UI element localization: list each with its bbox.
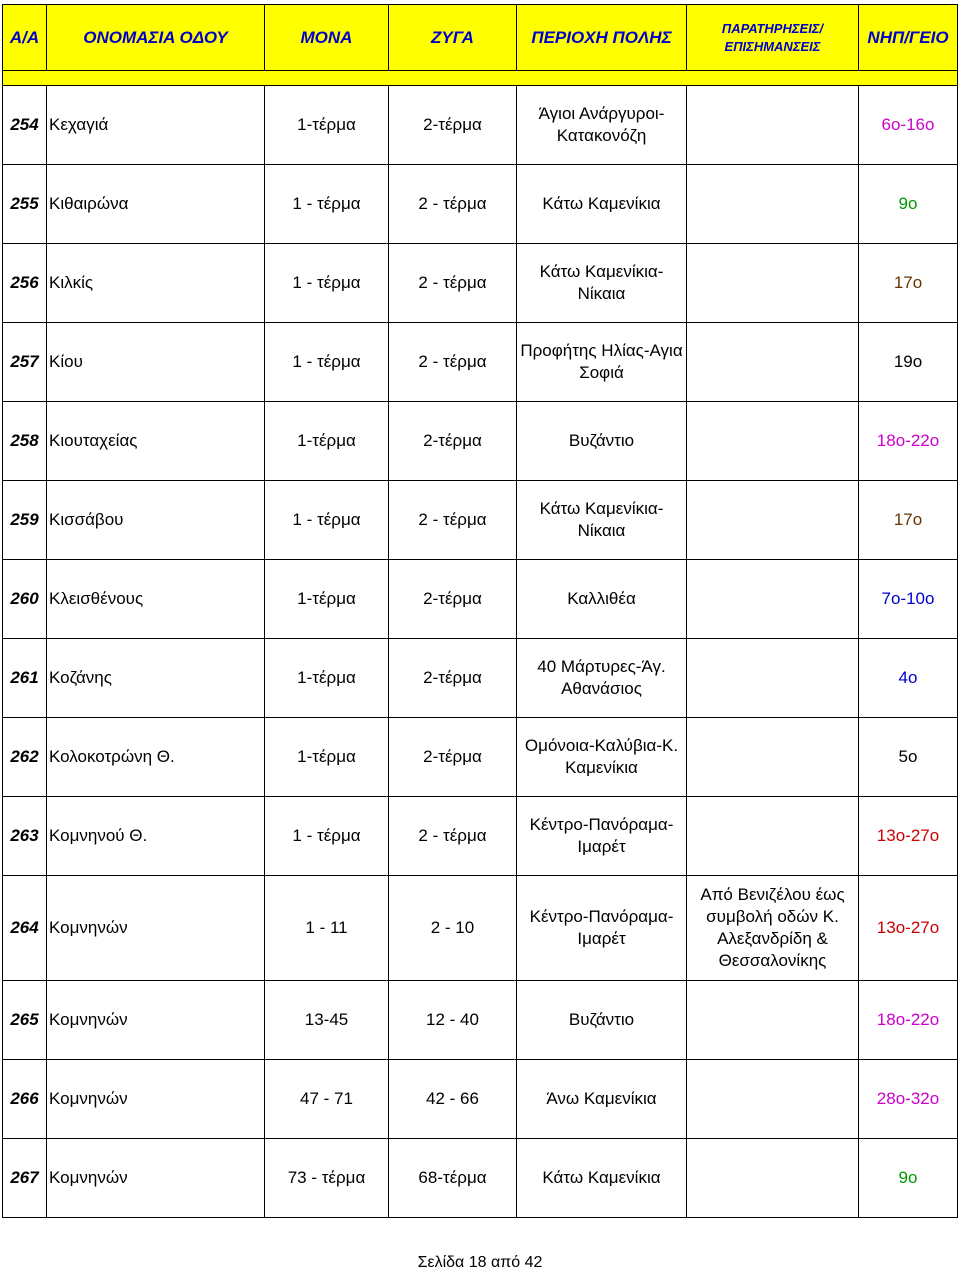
city-area: Άνω Καμενίκια — [517, 1060, 687, 1139]
table-row — [3, 560, 958, 639]
city-area: Καλλιθέα — [517, 560, 687, 639]
table-row — [3, 797, 958, 876]
notes-cell — [687, 718, 859, 797]
street-name: Κομνηνών — [47, 1060, 265, 1139]
odd-range: 1 - τέρμα — [265, 165, 389, 244]
notes-cell — [687, 86, 859, 165]
page-footer: Σελίδα 18 από 42 — [417, 1254, 543, 1271]
odd-range: 73 - τέρμα — [265, 1139, 389, 1218]
table-row — [3, 165, 958, 244]
streets-table — [2, 4, 958, 1218]
odd-range: 13-45 — [265, 981, 389, 1060]
header-spacer — [3, 71, 958, 86]
odd-range: 1-τέρμα — [265, 402, 389, 481]
table-row — [3, 86, 958, 165]
notes-cell — [687, 165, 859, 244]
table-row — [3, 481, 958, 560]
school-cell: 17ο — [859, 244, 958, 323]
school-cell: 28ο-32ο — [859, 1060, 958, 1139]
odd-range: 47 - 71 — [265, 1060, 389, 1139]
city-area: Κάτω Καμενίκια — [517, 165, 687, 244]
school-cell: 9ο — [859, 1139, 958, 1218]
notes-cell: Από Βενιζέλου έως συμβολή οδών Κ. Αλεξανδρίδη & Θεσσαλονίκης — [687, 876, 859, 981]
city-area: Κάτω Καμενίκια-Νίκαια — [517, 481, 687, 560]
city-area: Κέντρο-Πανόραμα-Ιμαρέτ — [517, 876, 687, 981]
row-number: 264 — [3, 876, 47, 981]
street-name: Κοζάνης — [47, 639, 265, 718]
street-name: Κιλκίς — [47, 244, 265, 323]
notes-cell — [687, 797, 859, 876]
city-area: 40 Μάρτυρες-Άγ. Αθανάσιος — [517, 639, 687, 718]
even-range: 2 - 10 — [389, 876, 517, 981]
school-cell: 19ο — [859, 323, 958, 402]
row-number: 260 — [3, 560, 47, 639]
street-name: Κολοκοτρώνη Θ. — [47, 718, 265, 797]
notes-cell — [687, 639, 859, 718]
school-cell: 5ο — [859, 718, 958, 797]
school-cell: 9ο — [859, 165, 958, 244]
notes-cell — [687, 1139, 859, 1218]
even-range: 68-τέρμα — [389, 1139, 517, 1218]
even-range: 12 - 40 — [389, 981, 517, 1060]
street-name: Κλεισθένους — [47, 560, 265, 639]
notes-cell — [687, 323, 859, 402]
notes-cell — [687, 560, 859, 639]
school-cell: 7ο-10ο — [859, 560, 958, 639]
city-area: Βυζάντιο — [517, 981, 687, 1060]
row-number: 263 — [3, 797, 47, 876]
school-cell: 4ο — [859, 639, 958, 718]
header-area: ΠΕΡΙΟΧΗ ΠΟΛΗΣ — [517, 5, 687, 71]
header-aa: Α/Α — [3, 5, 47, 71]
odd-range: 1-τέρμα — [265, 718, 389, 797]
odd-range: 1 - τέρμα — [265, 323, 389, 402]
row-number: 257 — [3, 323, 47, 402]
street-name: Κίου — [47, 323, 265, 402]
notes-cell — [687, 402, 859, 481]
header-spacer-row — [3, 71, 958, 86]
street-name: Κιουταχείας — [47, 402, 265, 481]
even-range: 2 - τέρμα — [389, 165, 517, 244]
table-row — [3, 402, 958, 481]
even-range: 2-τέρμα — [389, 402, 517, 481]
notes-cell — [687, 1060, 859, 1139]
street-name: Κομνηνών — [47, 876, 265, 981]
table-row — [3, 639, 958, 718]
city-area: Κέντρο-Πανόραμα-Ιμαρέτ — [517, 797, 687, 876]
table-row — [3, 981, 958, 1060]
even-range: 2 - τέρμα — [389, 797, 517, 876]
school-cell: 17ο — [859, 481, 958, 560]
table-row — [3, 876, 958, 981]
row-number: 267 — [3, 1139, 47, 1218]
even-range: 2-τέρμα — [389, 718, 517, 797]
row-number: 256 — [3, 244, 47, 323]
odd-range: 1-τέρμα — [265, 560, 389, 639]
row-number: 255 — [3, 165, 47, 244]
row-number: 258 — [3, 402, 47, 481]
header-school: ΝΗΠ/ΓΕΙΟ — [859, 5, 958, 71]
city-area: Άγιοι Ανάργυροι-Κατακονόζη — [517, 86, 687, 165]
table-row — [3, 718, 958, 797]
header-street: ΟΝΟΜΑΣΙΑ ΟΔΟΥ — [47, 5, 265, 71]
school-cell: 6ο-16ο — [859, 86, 958, 165]
notes-cell — [687, 981, 859, 1060]
row-number: 259 — [3, 481, 47, 560]
odd-range: 1 - τέρμα — [265, 244, 389, 323]
odd-range: 1 - 11 — [265, 876, 389, 981]
even-range: 2 - τέρμα — [389, 244, 517, 323]
street-name: Κομνηνού Θ. — [47, 797, 265, 876]
school-cell: 18ο-22ο — [859, 981, 958, 1060]
table-row — [3, 1060, 958, 1139]
row-number: 261 — [3, 639, 47, 718]
row-number: 262 — [3, 718, 47, 797]
row-number: 266 — [3, 1060, 47, 1139]
notes-cell — [687, 244, 859, 323]
header-row — [3, 5, 958, 71]
table-row — [3, 323, 958, 402]
header-even: ΖΥΓΑ — [389, 5, 517, 71]
even-range: 2-τέρμα — [389, 560, 517, 639]
row-number: 265 — [3, 981, 47, 1060]
street-name: Κεχαγιά — [47, 86, 265, 165]
notes-cell — [687, 481, 859, 560]
city-area: Κάτω Καμενίκια — [517, 1139, 687, 1218]
city-area: Κάτω Καμενίκια-Νίκαια — [517, 244, 687, 323]
row-number: 254 — [3, 86, 47, 165]
school-cell: 18ο-22ο — [859, 402, 958, 481]
city-area: Ομόνοια-Καλύβια-Κ. Καμενίκια — [517, 718, 687, 797]
city-area: Βυζάντιο — [517, 402, 687, 481]
header-notes: ΠΑΡΑΤΗΡΗΣΕΙΣ/ ΕΠΙΣΗΜΑΝΣΕΙΣ — [687, 5, 859, 71]
even-range: 2 - τέρμα — [389, 481, 517, 560]
even-range: 2-τέρμα — [389, 639, 517, 718]
header-odd: ΜΟΝΑ — [265, 5, 389, 71]
city-area: Προφήτης Ηλίας-Αγια Σοφιά — [517, 323, 687, 402]
school-cell: 13ο-27ο — [859, 876, 958, 981]
odd-range: 1-τέρμα — [265, 86, 389, 165]
even-range: 42 - 66 — [389, 1060, 517, 1139]
street-name: Κισσάβου — [47, 481, 265, 560]
even-range: 2-τέρμα — [389, 86, 517, 165]
even-range: 2 - τέρμα — [389, 323, 517, 402]
table-row — [3, 244, 958, 323]
odd-range: 1 - τέρμα — [265, 481, 389, 560]
street-name: Κομνηνών — [47, 981, 265, 1060]
school-cell: 13ο-27ο — [859, 797, 958, 876]
street-name: Κιθαιρώνα — [47, 165, 265, 244]
table-row — [3, 1139, 958, 1218]
odd-range: 1-τέρμα — [265, 639, 389, 718]
odd-range: 1 - τέρμα — [265, 797, 389, 876]
street-name: Κομνηνών — [47, 1139, 265, 1218]
